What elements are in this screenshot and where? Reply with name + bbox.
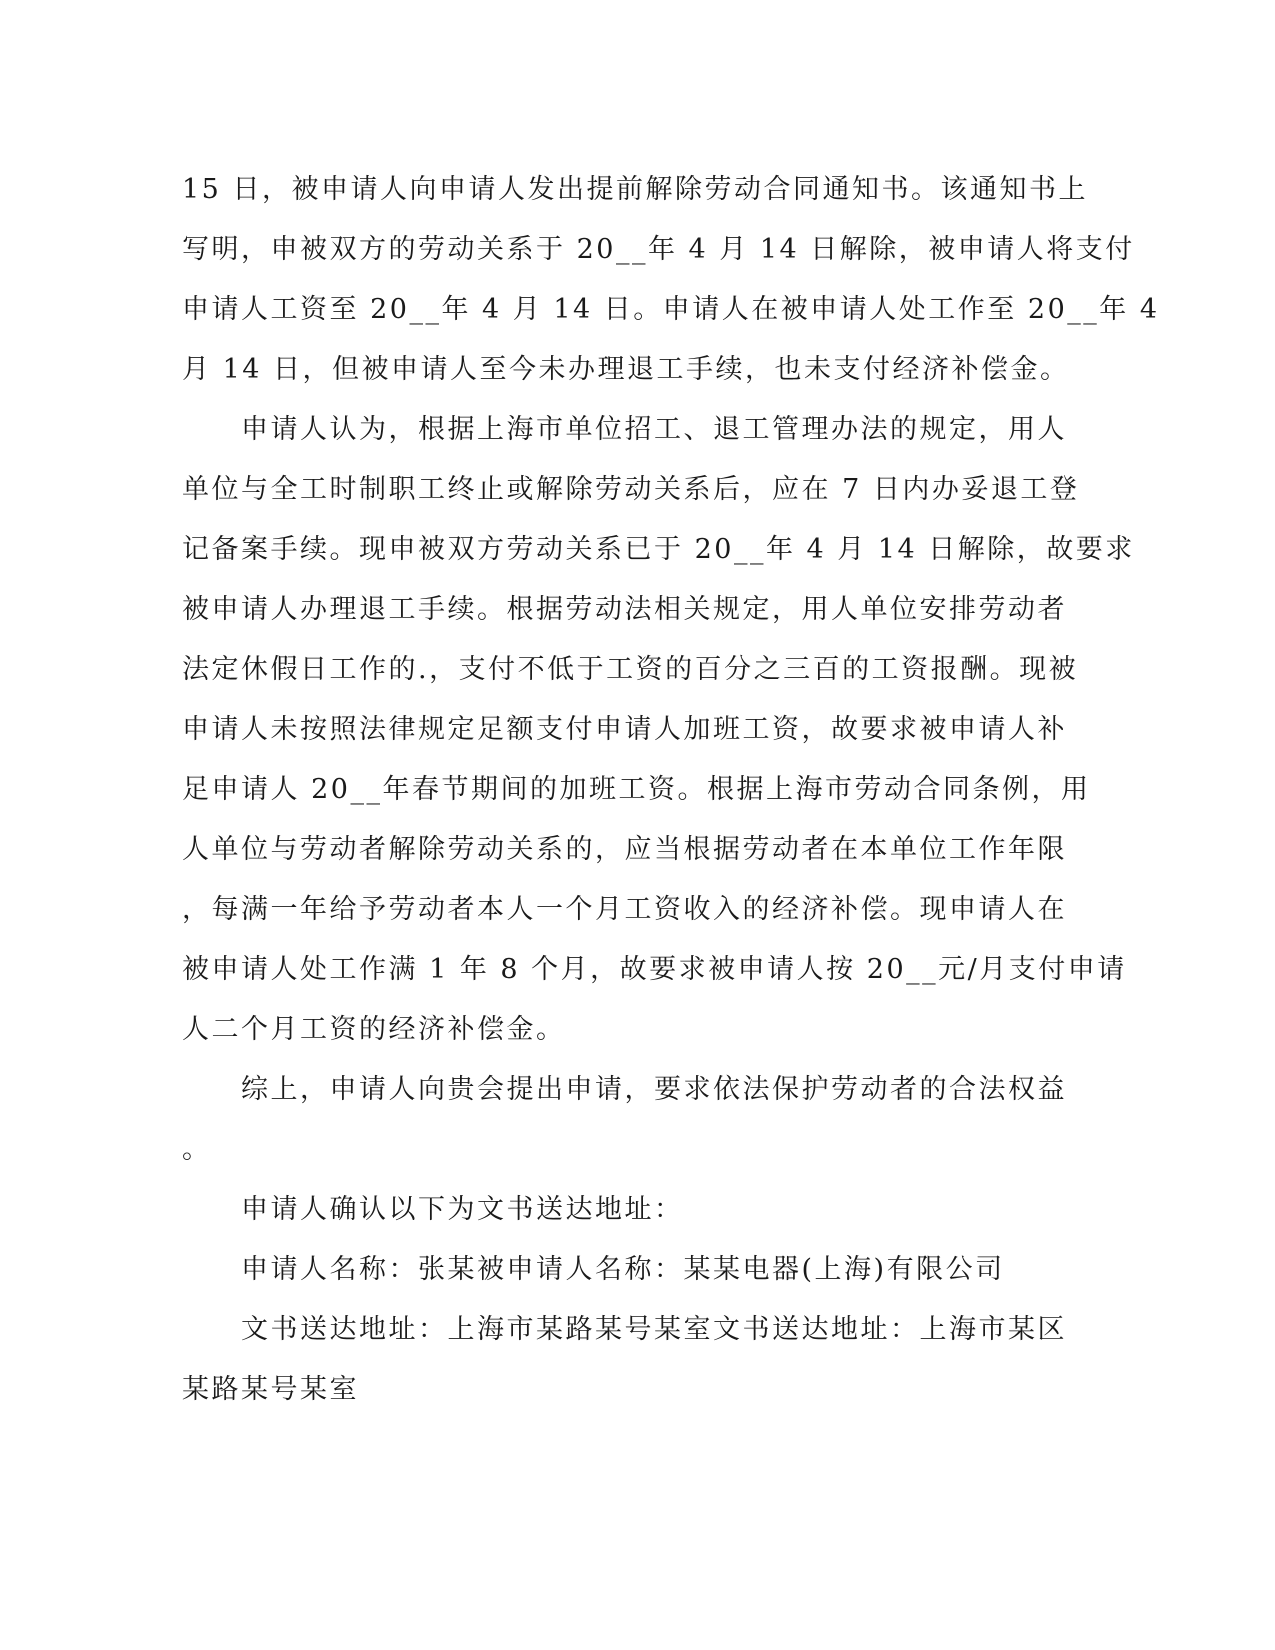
text-line: ，每满一年给予劳动者本人一个月工资收入的经济补偿。现申请人在 [182,894,1067,925]
text-line: 人单位与劳动者解除劳动关系的，应当根据劳动者在本单位工作年限 [182,834,1067,865]
text-line: 人二个月工资的经济补偿金。 [182,1014,566,1045]
text-line: 。 [182,1134,212,1165]
text-line: 单位与全工时制职工终止或解除劳动关系后，应在 7 日内办妥退工登 [182,474,1080,505]
document-body [182,160,1160,1420]
text-line: 月 14 日，但被申请人至今未办理退工手续，也未支付经济补偿金。 [182,354,1070,385]
text-line: 足申请人 20__年春节期间的加班工资。根据上海市劳动合同条例，用 [182,774,1091,805]
text-line: 申请人确认以下为文书送达地址： [182,1194,684,1225]
text-line: 申请人工资至 20__年 4 月 14 日。申请人在被申请人处工作至 20__年 4 [182,294,1160,325]
text-line: 15 日，被申请人向申请人发出提前解除劳动合同通知书。该通知书上 [182,174,1088,205]
text-line: 综上，申请人向贵会提出申请，要求依法保护劳动者的合法权益 [182,1074,1067,1105]
text-line: 写明，申被双方的劳动关系于 20__年 4 月 14 日解除，被申请人将支付 [182,234,1135,265]
text-line: 申请人未按照法律规定足额支付申请人加班工资，故要求被申请人补 [182,714,1067,745]
text-line: 被申请人处工作满 1 年 8 个月，故要求被申请人按 20__元/月支付申请 [182,954,1127,985]
text-line: 申请人名称：张某被申请人名称：某某电器(上海)有限公司 [182,1254,1005,1285]
text-line: 被申请人办理退工手续。根据劳动法相关规定，用人单位安排劳动者 [182,594,1067,625]
text-line: 法定休假日工作的.，支付不低于工资的百分之三百的工资报酬。现被 [182,654,1079,685]
text-line: 文书送达地址：上海市某路某号某室文书送达地址：上海市某区 [182,1314,1067,1345]
text-line: 记备案手续。现申被双方劳动关系已于 20__年 4 月 14 日解除，故要求 [182,534,1135,565]
text-line: 申请人认为，根据上海市单位招工、退工管理办法的规定，用人 [182,414,1067,445]
text-line: 某路某号某室 [182,1374,359,1405]
